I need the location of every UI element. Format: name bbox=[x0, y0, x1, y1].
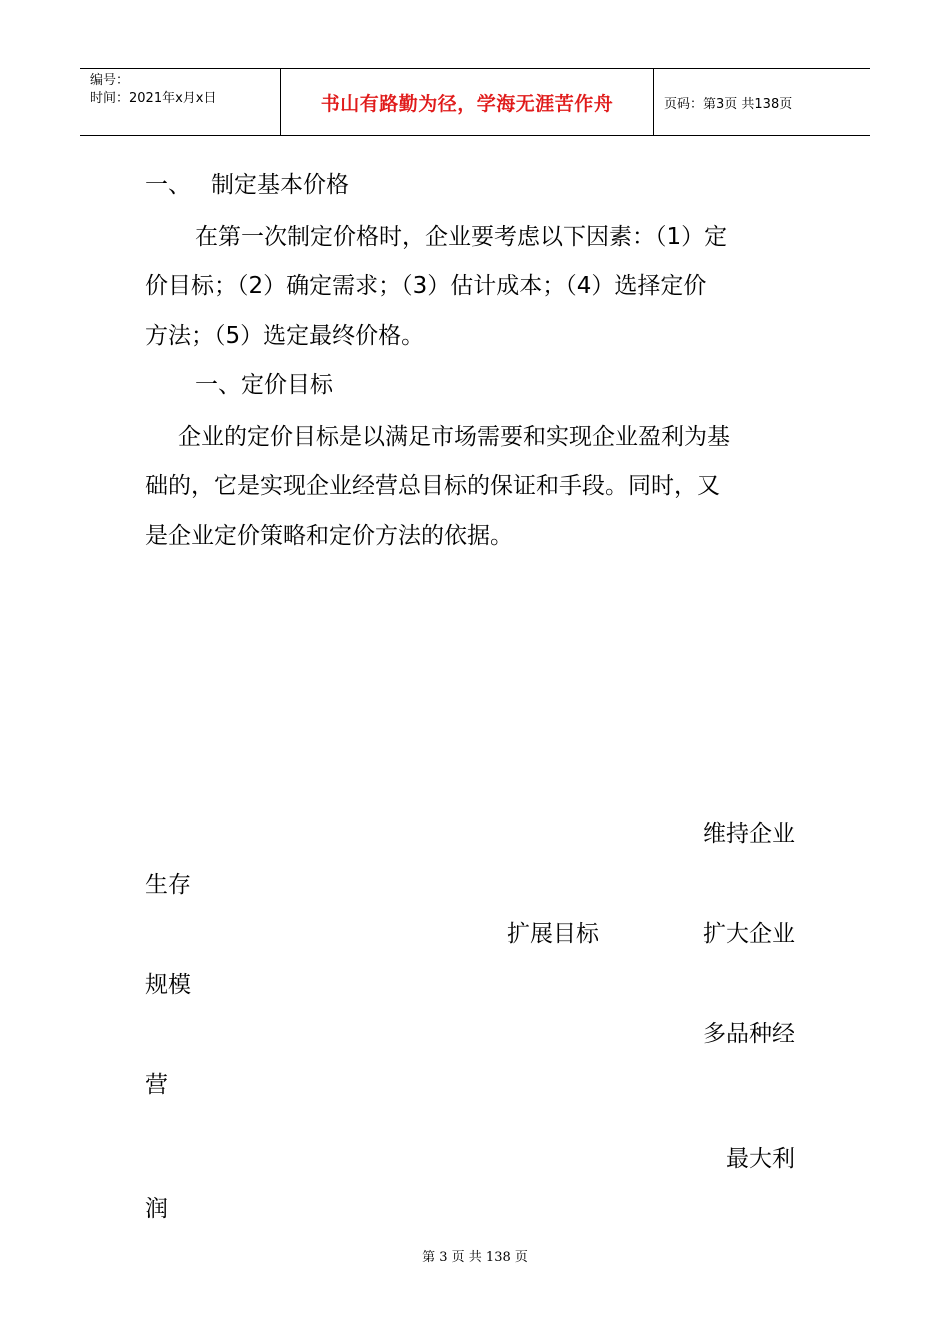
diagram-item3-b: 营 bbox=[145, 1072, 168, 1098]
diagram-item4-a: 最大利 bbox=[726, 1146, 795, 1172]
para2-line3: 是企业定价策略和定价方法的依据。 bbox=[145, 523, 513, 549]
header-meta-cell bbox=[80, 69, 281, 135]
page-header bbox=[80, 68, 870, 136]
date-label: 时间：2021年x月x日 bbox=[90, 91, 217, 106]
diagram-item1-a: 维持企业 bbox=[703, 821, 795, 847]
diagram-item2-b: 规模 bbox=[145, 972, 191, 998]
diagram-item4-b: 润 bbox=[145, 1196, 168, 1222]
para1-line2: 价目标；（2）确定需求；（3）估计成本；（4）选择定价 bbox=[145, 273, 707, 299]
page-info: 页码：第3页 共138页 bbox=[664, 96, 793, 112]
serial-label: 编号： bbox=[90, 73, 130, 88]
motto-text: 书山有路勤为径，学海无涯苦作舟 bbox=[320, 92, 614, 115]
subheading: 一、定价目标 bbox=[195, 372, 333, 398]
section-heading-text: 制定基本价格 bbox=[211, 172, 349, 198]
page-footer: 第 3 页 共 138 页 bbox=[422, 1250, 528, 1265]
diagram-center-label: 扩展目标 bbox=[507, 921, 599, 947]
para2-line2: 础的，它是实现企业经营总目标的保证和手段。同时，又 bbox=[145, 473, 720, 499]
header-page-cell bbox=[654, 69, 870, 135]
diagram-item3-a: 多品种经 bbox=[703, 1021, 795, 1047]
para2-line1: 企业的定价目标是以满足市场需要和实现企业盈利为基 bbox=[178, 424, 730, 450]
header-motto-cell bbox=[281, 69, 654, 135]
section-heading-number: 一、 bbox=[145, 172, 191, 198]
section-heading bbox=[145, 166, 349, 199]
diagram-item2-a: 扩大企业 bbox=[703, 921, 795, 947]
para1-line3: 方法；（5）选定最终价格。 bbox=[145, 323, 425, 349]
diagram-item1-b: 生存 bbox=[145, 872, 191, 898]
para1-line1: 在第一次制定价格时，企业要考虑以下因素：（1）定 bbox=[195, 224, 728, 250]
